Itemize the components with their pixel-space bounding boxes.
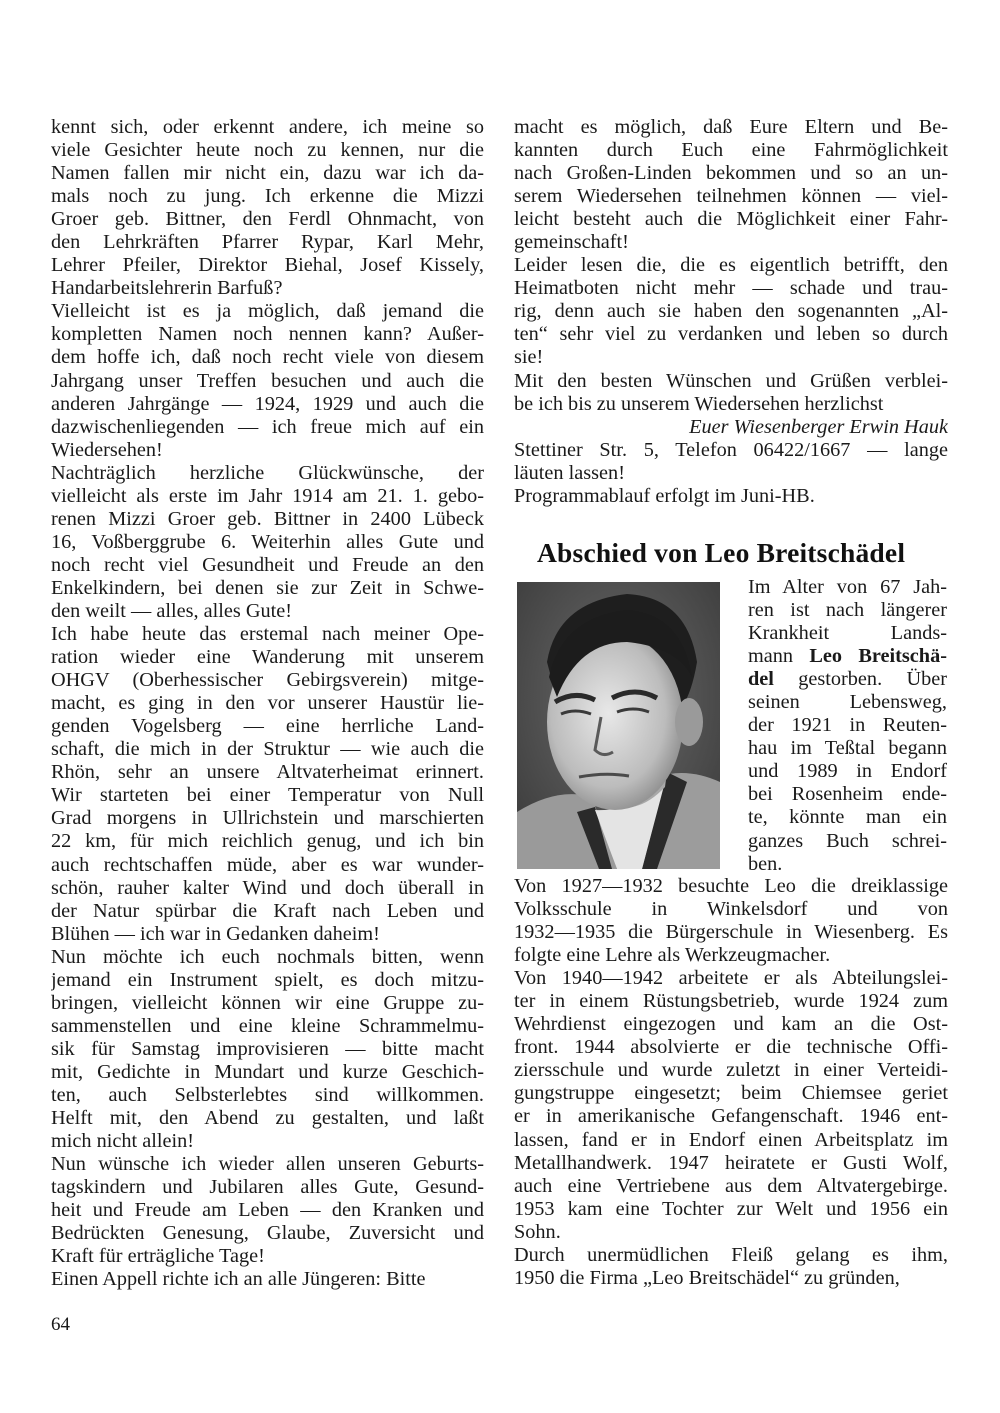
text-line: Blühen — ich war in Gedanken daheim! [51,922,380,945]
text-line: Mit den besten Wünschen und Grüßen verblei- [514,369,948,392]
text-line: anderen Jahrgänge — 1924, 1929 und auch die [51,392,484,415]
portrait-image [517,582,720,869]
text-line: gungstruppe eingesetzt; beim Chiemsee geriet [514,1082,948,1105]
text-line: 22 km, für mich reichlich genug, und ich bin [51,830,484,853]
text-line: Helft mit, den Abend zu gestalten, und laßt [51,1107,484,1130]
text-line: Namen fallen mir nicht ein, dazu war ich da- [51,162,484,185]
text-line: Groer geb. Bittner, den Ferdl Ohnmacht, von [51,208,484,231]
text-line: dazwischenliegenden — ich freue mich auf ein [51,415,484,438]
text-line: noch recht viel Gesundheit und Freude an den [51,553,484,576]
text-line: ration wieder eine Wanderung mit unserem [51,646,484,669]
text-line: der Natur spürbar die Kraft nach Leben und [51,899,484,922]
text-line: front. 1944 absolvierte er die technische Offi- [514,1036,948,1059]
text-line: Wir starteten bei einer Temperatur von Null [51,784,484,807]
text-line: serem Wiedersehen teilnehmen können — viel- [514,185,948,208]
text-line: mals noch zu jung. Ich erkenne die Mizzi [51,185,484,208]
text-line: Wiedersehen! [51,438,163,461]
text-line: leicht besteht auch die Möglichkeit einer Fahr- [514,208,948,231]
text-line: Volksschule in Winkelsdorf und von [514,898,948,921]
text-line: sik für Samstag improvisieren — bitte macht [51,1037,484,1060]
text-line: Metallhandwerk. 1947 heiratete er Gusti Wolf, [514,1151,948,1174]
text-line: Nachträglich herzliche Glückwünsche, der [51,461,484,484]
text-line: bringen, vielleicht können wir eine Gruppe zu- [51,991,484,1014]
text-line: er in amerikanische Gefangenschaft. 1946 ent- [514,1105,948,1128]
deceased-name: Leo Breitschä- [809,645,947,668]
text-line: der 1921 in Reuten- [748,714,947,737]
text-line: Leider lesen die, die es eigentlich betrifft, den [514,254,948,277]
text-line: schaft, die mich in der Struktur — wie auch die [51,738,484,761]
text-line: Von 1940—1942 arbeitete er als Abteilungslei- [514,967,948,990]
text-line: te, könnte man ein [748,806,947,829]
text-line: sie! [514,346,544,369]
text-line: Durch unermüdlichen Fleiß gelang es ihm, [514,1243,948,1266]
text-line: 1932—1935 die Bürgerschule in Wiesenberg. Es [514,921,948,944]
text-line: rig, denn auch sie haben den sogenannten „Al- [514,300,948,323]
text-line: den Lehrkräften Pfarrer Rypar, Karl Mehr, [51,231,484,254]
text-line: sammenstellen und eine kleine Schrammelmu- [51,1014,484,1037]
text-line: ren ist nach längerer [748,599,947,622]
text-line: bei Rosenheim ende- [748,783,947,806]
text-line: und 1989 in Endorf [748,760,947,783]
text-line: kannten durch Euch eine Fahrmöglichkeit [514,139,948,162]
text-line: folgte eine Lehre als Werkzeugmacher. [514,944,831,967]
text-line: Grad morgens in Ullrichstein und marschierten [51,807,484,830]
text-line: Kraft für erträgliche Tage! [51,1245,265,1268]
text-line: ten“ sehr viel zu verdanken und leben so durch [514,323,948,346]
text-line: hau im Teßtal begann [748,737,947,760]
text-line: Rhön, sehr an unsere Altvaterheimat erinnert. [51,761,484,784]
text-line: Handarbeitslehrerin Barfuß? [51,277,283,300]
article-intro [748,576,947,876]
text-line: Bedrückten Genesung, Glaube, Zuversicht und [51,1222,484,1245]
text-fragment: mann [748,645,810,668]
text-line: Heimatboten nicht mehr — schade und trau- [514,277,948,300]
text-line: Vielleicht ist es ja möglich, daß jemand die [51,300,484,323]
right-column [514,116,948,508]
text-line: vielleicht als erste im Jahr 1914 am 21. 1. gebo- [51,484,484,507]
text-line: dem hoffe ich, daß noch recht viele von diesem [51,346,484,369]
text-line: heit und Freude am Leben — den Kranken und [51,1199,484,1222]
article-headline: Abschied von Leo Breitschädel [537,537,906,568]
text-line: ten, auch Selbsterlebtes sind willkommen. [51,1083,484,1106]
text-line: nach Großen-Linden bekommen und so an un- [514,162,948,185]
contact-line: läuten lassen! [514,461,625,484]
text-line: tagskindern und Jubilaren alles Gute, Gesund- [51,1176,484,1199]
text-line: seinen Lebensweg, [748,691,947,714]
text-line: ben. [748,852,783,875]
text-line: Nun möchte ich euch nochmals bitten, wenn [51,945,484,968]
page-number: 64 [51,1314,70,1335]
text-line: Sohn. [514,1220,561,1243]
program-note: Programmablauf erfolgt im Juni-HB. [514,484,815,507]
text-line [748,645,947,668]
text-line: auch eine Vertriebene aus dem Altvatergebirge. [514,1174,948,1197]
text-line: 1950 die Firma „Leo Breitschädel“ zu gründen, [514,1266,900,1289]
text-line: viele Gesichter heute noch zu kennen, nur die [51,139,484,162]
contact-line: Stettiner Str. 5, Telefon 06422/1667 — lange [514,438,948,461]
signature: Euer Wiesenberger Erwin Hauk [689,415,948,438]
text-line: 16, Voßberggrube 6. Weiterhin alles Gute und [51,530,484,553]
text-line: OHGV (Oberhessischer Gebirgsverein) mitge- [51,669,484,692]
left-column [51,116,484,1291]
text-line: mich nicht allein! [51,1130,195,1153]
text-line: ziersschule und wurde zuletzt in einer Verteidi- [514,1059,948,1082]
text-line: jemand ein Instrument spielt, es doch mitzu- [51,968,484,991]
text-line: ter in einem Rüstungsbetrieb, wurde 1924 zum [514,990,948,1013]
text-line: Enkelkindern, bei denen sie zur Zeit in Schwe- [51,576,484,599]
text-line: macht es möglich, daß Eure Eltern und Be- [514,116,948,138]
text-line: Krankheit Lands- [748,622,947,645]
text-line: gemeinschaft! [514,231,629,254]
text-fragment: gestorben. Über [773,668,947,691]
text-line: macht, es ging in den vor unserer Haustür lie- [51,692,484,715]
text-line: mit, Gedichte in Mundart und kurze Geschich- [51,1060,484,1083]
text-line: ganzes Buch schrei- [748,829,947,852]
text-line [748,668,947,691]
text-line: Nun wünsche ich wieder allen unseren Geburts- [51,1153,484,1176]
text-line: renen Mizzi Groer geb. Bittner in 2400 Lübeck [51,507,484,530]
text-line: Lehrer Pfeiler, Direktor Biehal, Josef Kissely, [51,254,484,277]
text-line: Jahrgang unser Treffen besuchen und auch die [51,369,484,392]
text-line: auch rechtschaffen müde, aber es war wunder- [51,853,484,876]
text-line: lassen, fand er in Endorf einen Arbeitsplatz im [514,1128,948,1151]
text-line: schön, rauher kalter Wind und doch überall in [51,876,484,899]
text-line: Ich habe heute das erstemal nach meiner Ope- [51,623,484,646]
text-line: den weilt — alles, alles Gute! [51,599,293,622]
text-line: genden Vogelsberg — eine herrliche Land- [51,715,484,738]
text-line: Einen Appell richte ich an alle Jüngeren: Bitte [51,1268,426,1291]
text-line: be ich bis zu unserem Wiedersehen herzlichst [514,392,884,415]
text-line: Von 1927—1932 besuchte Leo die dreiklassige [514,875,948,897]
text-line: Wehrdienst eingezogen und kam an die Ost- [514,1013,948,1036]
portrait-photo [517,582,720,869]
text-line: 1953 kam eine Tochter zur Welt und 1956 ein [514,1197,948,1220]
article-body [514,875,948,1290]
text-line: kennt sich, oder erkennt andere, ich meine so [51,116,484,138]
deceased-name: del [748,668,774,691]
text-line: kompletten Namen noch nennen kann? Außer- [51,323,484,346]
text-line: Im Alter von 67 Jah- [748,576,947,598]
